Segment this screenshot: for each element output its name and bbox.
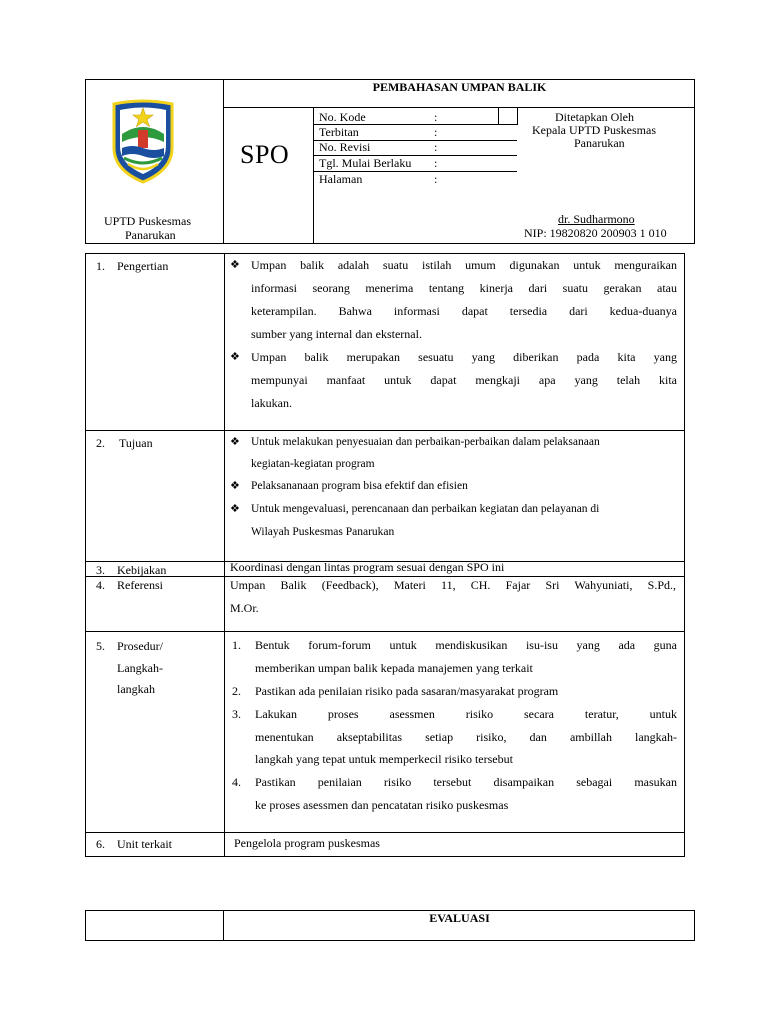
text-line: memberikan umpan balik kepada manajemen yang terkait [255, 661, 533, 675]
section-label: Referensi [117, 578, 163, 592]
approval-line1: Ditetapkan Oleh [555, 110, 634, 124]
section-number: 3. [96, 563, 105, 577]
text-line: Untuk mengevaluasi, perencanaan dan perbaikan kegiatan dan pelayanan di [251, 503, 600, 515]
diamond-bullet-icon: ❖ [230, 351, 240, 363]
field-sep: : [434, 110, 438, 124]
section-label: Kebijakan [117, 563, 167, 577]
field-label-no-kode: No. Kode [319, 110, 366, 124]
field-label-terbitan: Terbitan [319, 125, 359, 139]
approval-line3: Panarukan [574, 136, 625, 150]
field-label-no-revisi: No. Revisi [319, 140, 371, 154]
text-line: sumber yang internal dan eksternal. [251, 327, 422, 341]
signer-nip: NIP: 19820820 200903 1 010 [524, 226, 667, 240]
text-line: Umpan balik merupakan sesuatu yang diberikan pada kita yang [251, 350, 677, 364]
step-number: 4. [232, 775, 241, 789]
text-line: Umpan balik adalah suatu istilah umum digunakan untuk menguraikan [251, 258, 677, 272]
text-line: Umpan Balik (Feedback), Materi 11, CH. Fajar Sri Wahyuniati, S.Pd., [230, 578, 676, 592]
text-line: ke proses asessmen dan pencatatan risiko puskesmas [255, 798, 509, 812]
field-sep: : [434, 140, 438, 154]
spo-label: SPO [240, 140, 290, 169]
field-sep: : [434, 172, 438, 186]
diamond-bullet-icon: ❖ [230, 259, 240, 271]
section-label: langkah [117, 682, 155, 696]
org-name-line2: Panarukan [125, 228, 176, 242]
text-line: keterampilan. Bahwa informasi dapat tersedia dari kedua-duanya [251, 304, 677, 318]
evaluasi-title: EVALUASI [429, 911, 490, 925]
text-line: informasi seorang menerima tentang kinerja dari suatu gerakan atau [251, 281, 677, 295]
text-line: Pastikan ada penilaian risiko pada sasaran/masyarakat program [255, 684, 559, 698]
diamond-bullet-icon: ❖ [230, 480, 240, 492]
section-label: Prosedur/ [117, 639, 163, 653]
section-label: Pengertian [117, 259, 169, 273]
section-label: Tujuan [119, 436, 153, 450]
org-name-line1: UPTD Puskesmas [104, 214, 192, 228]
section-number: 4. [96, 578, 105, 592]
text-line: langkah yang tepat untuk memperkecil risiko tersebut [255, 752, 513, 766]
section-number: 5. [96, 639, 105, 653]
text-line: Pastikan penilaian risiko tersebut disampaikan sebagai masukan [255, 775, 677, 789]
text-line: Bentuk forum-forum untuk mendiskusikan isu-isu yang ada guna [255, 638, 677, 652]
field-sep: : [434, 156, 438, 170]
approval-line2: Kepala UPTD Puskesmas [532, 123, 656, 137]
section-number: 6. [96, 837, 105, 851]
text-line: Wilayah Puskesmas Panarukan [251, 526, 395, 538]
diamond-bullet-icon: ❖ [230, 503, 240, 515]
section-label: Unit terkait [117, 837, 172, 851]
step-number: 1. [232, 638, 241, 652]
text-line: Untuk melakukan penyesuaian dan perbaikan-perbaikan dalam pelaksanaan [251, 436, 600, 448]
signer-name: dr. Sudharmono [558, 212, 635, 226]
document-title: PEMBAHASAN UMPAN BALIK [372, 80, 547, 94]
step-number: 3. [232, 707, 241, 721]
text-line: Pengelola program puskesmas [234, 836, 380, 850]
text-line: menentukan akseptabilitas setiap risiko, dan ambillah langkah- [255, 730, 677, 744]
text-line: kegiatan-kegiatan program [251, 458, 375, 470]
text-line: Koordinasi dengan lintas program sesuai dengan SPO ini [230, 560, 505, 574]
text-line: mempunyai manfaat untuk dapat mengkaji apa yang telah kita [251, 373, 677, 387]
field-label-tgl-mulai: Tgl. Mulai Berlaku [319, 156, 412, 170]
text-line: M.Or. [230, 601, 259, 615]
section-number: 2. [96, 436, 105, 450]
step-number: 2. [232, 684, 241, 698]
text-line: lakukan. [251, 396, 292, 410]
section-number: 1. [96, 259, 105, 273]
diamond-bullet-icon: ❖ [230, 436, 240, 448]
text-line: Pelaksananaan program bisa efektif dan efisien [251, 480, 468, 492]
field-label-halaman: Halaman [319, 172, 363, 186]
text-line: Lakukan proses asessmen risiko secara teratur, untuk [255, 707, 677, 721]
regency-emblem-icon [108, 98, 178, 184]
section-label: Langkah- [117, 661, 163, 675]
field-sep: : [434, 125, 438, 139]
